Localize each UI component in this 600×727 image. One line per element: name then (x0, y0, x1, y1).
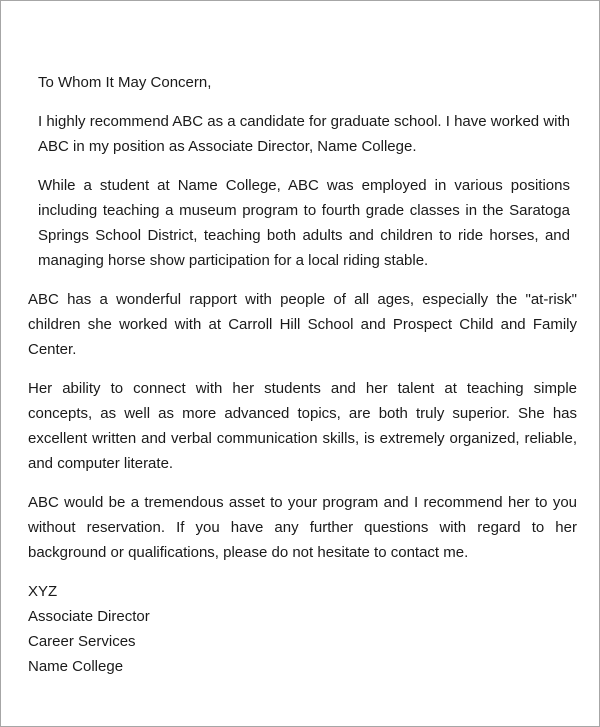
paragraph-line: children she worked with at Carroll Hill School and Prospect Child and Family (28, 316, 577, 333)
signature-block (28, 579, 577, 679)
signature-department: Career Services (28, 633, 136, 650)
paragraph-line: excellent written and verbal communication skills, is extremely organized, reliable, (28, 430, 577, 447)
paragraph-line: managing horse show participation for a local riding stable. (38, 252, 429, 269)
paragraph-line: Her ability to connect with her students and her talent at teaching simple (28, 380, 577, 397)
paragraph-line: I highly recommend ABC as a candidate for graduate school. I have worked with (38, 113, 570, 130)
paragraph-line: While a student at Name College, ABC was employed in various positions (38, 177, 570, 194)
salutation-text: To Whom It May Concern, (38, 74, 212, 91)
paragraph-line: Springs School District, teaching both adults and children to ride horses, and (38, 227, 570, 244)
signature-title: Associate Director (28, 608, 150, 625)
paragraph-line: ABC in my position as Associate Director, Name College. (38, 138, 417, 155)
paragraph-line: including teaching a museum program to fourth grade classes in the Saratoga (38, 202, 570, 219)
signature-organization: Name College (28, 658, 124, 675)
paragraph-closing (28, 490, 577, 565)
paragraph-line: without reservation. If you have any further questions with regard to her (28, 519, 577, 536)
paragraph-intro (38, 109, 570, 159)
paragraph-line: ABC has a wonderful rapport with people of all ages, especially the "at-risk" (28, 291, 577, 308)
paragraph-line: Center. (28, 341, 77, 358)
paragraph-rapport (28, 287, 577, 362)
paragraph-line: and computer literate. (28, 455, 174, 472)
paragraph-positions (38, 173, 570, 273)
paragraph-line: ABC would be a tremendous asset to your program and I recommend her to you (28, 494, 577, 511)
salutation (38, 70, 570, 95)
paragraph-line: concepts, as well as more advanced topics, are both truly superior. She has (28, 405, 577, 422)
paragraph-line: background or qualifications, please do not hesitate to contact me. (28, 544, 469, 561)
paragraph-skills (28, 376, 577, 476)
signature-name: XYZ (28, 583, 58, 600)
